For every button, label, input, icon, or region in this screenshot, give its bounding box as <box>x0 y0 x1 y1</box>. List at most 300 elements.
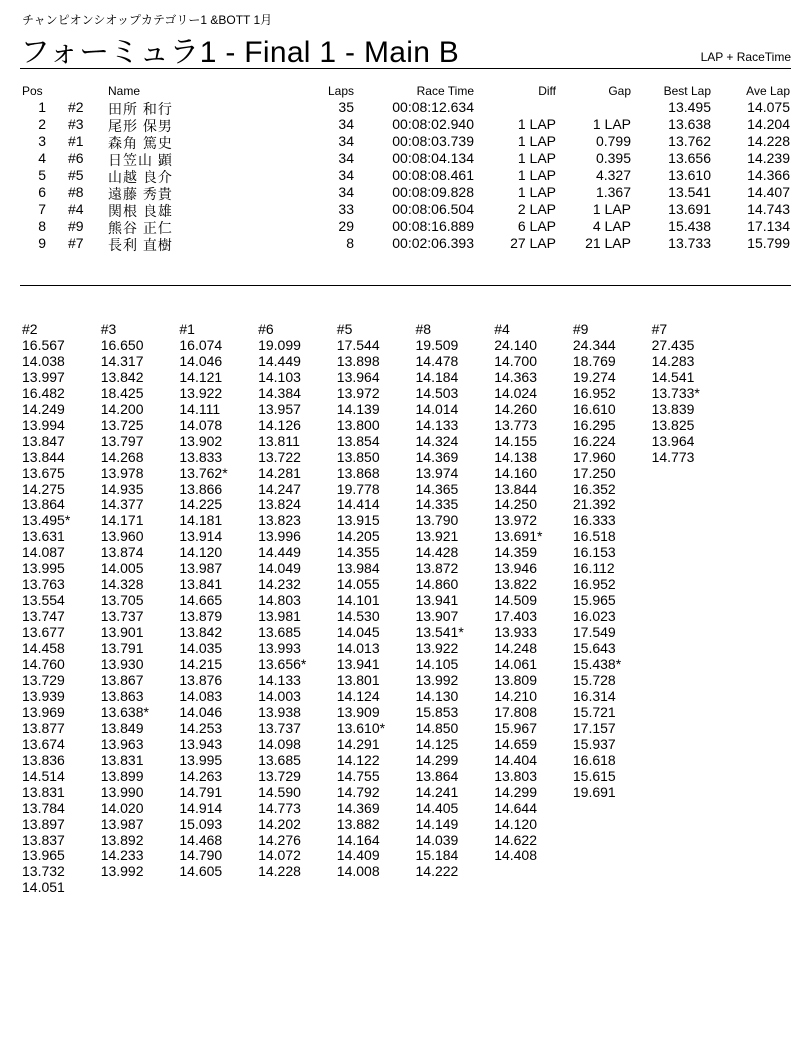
result-diff: 6 LAP <box>517 218 556 234</box>
lap-time: 17.157 <box>572 719 616 736</box>
lap-time: 19.778 <box>336 480 380 497</box>
table-row <box>22 184 792 201</box>
lap-time: 14.014 <box>415 400 459 417</box>
lap-time: 14.225 <box>179 496 223 513</box>
lap-time: 13.842 <box>100 368 144 385</box>
lap-time: 14.105 <box>415 656 459 673</box>
lap-time: 14.111 <box>179 400 221 417</box>
column-header-pos: Pos <box>22 84 43 98</box>
lap-time: 14.328 <box>100 576 144 593</box>
result-race-time: 00:08:16.889 <box>392 218 474 234</box>
lap-time: 14.665 <box>179 592 223 609</box>
lap-time: 13.897 <box>22 815 65 832</box>
lap-time: 14.120 <box>179 544 223 561</box>
lap-time: 14.405 <box>415 799 459 816</box>
result-best-lap: 13.762 <box>668 133 711 149</box>
lap-time: 14.149 <box>415 815 459 832</box>
result-laps: 34 <box>338 167 354 183</box>
lap-time: 13.854 <box>336 432 380 449</box>
lap-time: 13.677 <box>22 624 65 641</box>
lap-time: 14.013 <box>336 640 380 657</box>
result-race-time: 00:08:06.504 <box>392 201 474 217</box>
result-gap: 21 LAP <box>585 235 631 251</box>
lap-time: 14.622 <box>494 831 538 848</box>
result-race-time: 00:08:02.940 <box>392 116 474 132</box>
result-pos: 7 <box>38 201 46 217</box>
lap-time: 14.228 <box>258 863 301 880</box>
lap-time: 13.849 <box>100 719 144 736</box>
lap-time: 14.039 <box>415 831 459 848</box>
result-ave-lap: 14.228 <box>747 133 790 149</box>
lap-time: 14.133 <box>258 671 301 688</box>
result-laps: 34 <box>338 133 354 149</box>
lap-time: 15.853 <box>415 703 459 720</box>
lap-time: 14.335 <box>415 496 459 513</box>
lap-time: 14.061 <box>494 656 538 673</box>
lap-time: 13.685 <box>258 751 301 768</box>
lap-time: 14.133 <box>415 416 459 433</box>
lap-time: 15.643 <box>572 640 616 657</box>
lap-time: 14.248 <box>494 640 538 657</box>
lap-time: 13.969 <box>22 703 65 720</box>
result-driver-name: 森角 篤史 <box>108 135 173 151</box>
result-gap: 1.367 <box>595 184 631 200</box>
lap-time: 14.404 <box>494 751 538 768</box>
lap-time: 16.333 <box>572 512 616 529</box>
lap-time: 14.850 <box>415 719 459 736</box>
lap-time: 14.299 <box>415 751 459 768</box>
lap-time: 14.590 <box>258 783 301 800</box>
lap-time: 13.825 <box>651 416 695 433</box>
lap-time: 14.263 <box>179 767 223 784</box>
lap-time: 16.295 <box>572 416 616 433</box>
lap-column <box>573 322 651 801</box>
lap-column-header: #3 <box>100 321 117 337</box>
lap-time: 13.909 <box>336 703 380 720</box>
lap-time: 13.930 <box>100 656 144 673</box>
column-header-ave-lap: Ave Lap <box>746 84 790 98</box>
lap-time: 14.222 <box>415 863 459 880</box>
lap-time: 16.650 <box>100 336 144 353</box>
lap-time: 14.468 <box>179 831 223 848</box>
table-row <box>22 116 792 133</box>
lap-time: 13.841 <box>179 576 223 593</box>
lap-time: 13.922 <box>179 384 223 401</box>
result-gap: 4.327 <box>595 167 631 183</box>
lap-time: 16.567 <box>22 336 65 353</box>
lap-time: 13.974 <box>415 464 459 481</box>
lap-time: 13.997 <box>22 368 65 385</box>
lap-time: 14.046 <box>179 703 223 720</box>
lap-time: 14.181 <box>179 512 223 529</box>
lap-time: 13.729 <box>258 767 301 784</box>
result-diff: 1 LAP <box>517 150 556 166</box>
lap-time: 14.247 <box>258 480 301 497</box>
lap-time: 14.200 <box>100 400 144 417</box>
result-ave-lap: 14.366 <box>747 167 790 183</box>
lap-time: 13.872 <box>415 560 459 577</box>
lap-time: 24.344 <box>572 336 616 353</box>
lap-time: 16.610 <box>572 400 616 417</box>
result-driver-name: 遠藤 秀貴 <box>108 186 173 202</box>
lap-time: 13.773 <box>494 416 538 433</box>
lap-column <box>101 322 179 880</box>
lap-time: 15.965 <box>572 592 616 609</box>
lap-time: 14.458 <box>22 640 65 657</box>
column-header-race-time: Race Time <box>416 84 474 98</box>
lap-time: 14.644 <box>494 799 538 816</box>
result-ave-lap: 14.075 <box>747 99 790 115</box>
lap-time: 14.414 <box>336 496 380 513</box>
result-pos: 1 <box>38 99 46 115</box>
lap-time: 14.363 <box>494 368 538 385</box>
lap-column <box>22 322 100 896</box>
header-divider <box>20 68 791 69</box>
lap-time: 14.215 <box>179 656 223 673</box>
lap-time: 13.987 <box>100 815 144 832</box>
lap-time: 13.737 <box>258 719 301 736</box>
lap-time: 14.276 <box>258 831 301 848</box>
lap-time: 14.792 <box>336 783 380 800</box>
lap-time: 15.615 <box>572 767 616 784</box>
lap-time: 13.972 <box>494 512 538 529</box>
column-header-best-lap: Best Lap <box>663 84 711 98</box>
lap-time: 13.822 <box>494 576 538 593</box>
result-gap: 1 LAP <box>592 116 631 132</box>
lap-time: 14.449 <box>258 544 301 561</box>
lap-time: 14.369 <box>415 448 459 465</box>
lap-time: 17.549 <box>572 624 616 641</box>
lap-time: 14.121 <box>179 368 223 385</box>
lap-time: 13.842 <box>179 624 223 641</box>
lap-time: 13.823 <box>258 512 301 529</box>
lap-time: 14.055 <box>336 576 380 593</box>
lap-time: 13.790 <box>415 512 459 529</box>
lap-time: 14.046 <box>179 352 223 369</box>
lap-time: 14.755 <box>336 767 380 784</box>
lap-time: 13.864 <box>22 496 65 513</box>
result-driver-name: 熊谷 正仁 <box>108 220 173 236</box>
lap-time: 14.202 <box>258 815 301 832</box>
lap-time: 13.844 <box>494 480 538 497</box>
column-header-diff: Diff <box>538 84 556 98</box>
lap-time: 14.083 <box>179 687 223 704</box>
result-best-lap: 13.541 <box>668 184 711 200</box>
lap-time: 13.921 <box>415 528 459 545</box>
lap-time: 13.901 <box>100 624 144 641</box>
lap-time: 14.503 <box>415 384 459 401</box>
lap-time: 13.831 <box>22 783 65 800</box>
lap-time: 13.847 <box>22 432 65 449</box>
result-diff: 1 LAP <box>517 184 556 200</box>
lap-time: 14.078 <box>179 416 223 433</box>
lap-time: 14.249 <box>22 400 65 417</box>
table-row <box>22 167 792 184</box>
lap-time: 14.449 <box>258 352 301 369</box>
lap-time: 14.514 <box>22 767 65 784</box>
lap-time: 16.112 <box>572 560 615 577</box>
result-diff: 2 LAP <box>517 201 556 217</box>
result-laps: 34 <box>338 184 354 200</box>
lap-time: 14.659 <box>494 735 538 752</box>
lap-time: 13.964 <box>651 432 695 449</box>
result-race-time: 00:08:04.134 <box>392 150 474 166</box>
lap-time: 14.773 <box>258 799 301 816</box>
results-body <box>22 99 792 252</box>
lap-time: 13.981 <box>258 608 301 625</box>
lap-time: 15.093 <box>179 815 223 832</box>
lap-time: 14.171 <box>100 512 144 529</box>
lap-time: 13.992 <box>415 671 459 688</box>
lap-time: 13.995 <box>22 560 65 577</box>
result-pos: 3 <box>38 133 46 149</box>
lap-time: 13.784 <box>22 799 65 816</box>
lap-time: 13.797 <box>100 432 144 449</box>
lap-time: 14.914 <box>179 799 223 816</box>
table-row <box>22 235 792 252</box>
table-row <box>22 201 792 218</box>
result-gap: 0.799 <box>595 133 631 149</box>
result-driver-name: 田所 和行 <box>108 101 173 117</box>
lap-time: 14.005 <box>100 560 144 577</box>
lap-time: 14.155 <box>494 432 538 449</box>
lap-time: 14.020 <box>100 799 144 816</box>
lap-time: 14.164 <box>336 831 380 848</box>
lap-time: 13.631 <box>22 528 65 545</box>
lap-time: 13.964 <box>336 368 380 385</box>
lap-time: 18.769 <box>572 352 616 369</box>
result-laps: 29 <box>338 218 354 234</box>
lap-time: 13.996 <box>258 528 301 545</box>
event-subtitle: チャンピオンシオップカテゴリー1 &BOTT 1月 <box>22 13 273 27</box>
lap-time: 19.099 <box>258 336 301 353</box>
lap-time: 14.003 <box>258 687 301 704</box>
lap-time: 13.554 <box>22 592 65 609</box>
lap-time: 14.051 <box>22 879 65 896</box>
lap-time: 14.803 <box>258 592 301 609</box>
result-best-lap: 15.438 <box>668 218 711 234</box>
lap-time: 13.656* <box>258 656 307 673</box>
lap-time: 13.729 <box>22 671 65 688</box>
lap-time: 13.879 <box>179 608 223 625</box>
lap-time: 15.438* <box>572 656 622 673</box>
lap-time: 13.965 <box>22 847 65 864</box>
result-laps: 33 <box>338 201 354 217</box>
lap-time: 13.495* <box>22 512 71 529</box>
lap-time: 16.023 <box>572 608 616 625</box>
result-race-time: 00:08:08.461 <box>392 167 474 183</box>
column-header-gap: Gap <box>608 84 631 98</box>
lap-time: 13.867 <box>100 671 144 688</box>
lap-time: 16.952 <box>572 384 616 401</box>
lap-time: 13.995 <box>179 751 223 768</box>
table-row <box>22 133 792 150</box>
lap-time: 14.008 <box>336 863 380 880</box>
column-header-name: Name <box>108 84 141 98</box>
lap-time: 13.972 <box>336 384 380 401</box>
lap-time: 14.268 <box>100 448 144 465</box>
lap-time: 13.675 <box>22 464 65 481</box>
lap-time: 13.863 <box>100 687 144 704</box>
lap-time: 18.425 <box>100 384 144 401</box>
result-ave-lap: 14.407 <box>747 184 790 200</box>
result-best-lap: 13.495 <box>668 99 711 115</box>
lap-time: 13.705 <box>100 592 144 609</box>
lap-time: 13.933 <box>494 624 538 641</box>
result-ave-lap: 17.134 <box>747 218 790 234</box>
result-ave-lap: 14.204 <box>747 116 790 132</box>
lap-column-header: #8 <box>415 321 432 337</box>
lap-column-header: #6 <box>258 321 274 337</box>
lap-time: 14.408 <box>494 847 538 864</box>
lap-time: 13.747 <box>22 608 65 625</box>
lap-time: 14.935 <box>100 480 144 497</box>
lap-time: 13.876 <box>179 671 223 688</box>
lap-time: 13.866 <box>179 480 223 497</box>
result-laps: 34 <box>338 150 354 166</box>
lap-time: 13.943 <box>179 735 223 752</box>
lap-column <box>416 322 494 880</box>
result-gap: 1 LAP <box>592 201 631 217</box>
lap-time: 14.125 <box>415 735 459 752</box>
lap-time: 13.762* <box>179 464 228 481</box>
lap-time: 15.728 <box>572 671 616 688</box>
results-table <box>22 84 792 252</box>
lap-time: 14.241 <box>415 783 459 800</box>
result-driver-name: 日笠山 顕 <box>108 152 173 168</box>
lap-time: 14.773 <box>651 448 695 465</box>
lap-time: 16.224 <box>572 432 616 449</box>
result-best-lap: 13.691 <box>668 201 711 217</box>
lap-time: 13.992 <box>100 863 144 880</box>
result-race-time: 00:08:03.739 <box>392 133 474 149</box>
lap-time: 13.984 <box>336 560 380 577</box>
table-row <box>22 99 792 116</box>
lap-column <box>179 322 257 880</box>
lap-time: 15.937 <box>572 735 616 752</box>
lap-time: 14.384 <box>258 384 301 401</box>
lap-time: 14.139 <box>336 400 380 417</box>
lap-time: 14.103 <box>258 368 301 385</box>
result-pos: 5 <box>38 167 46 183</box>
lap-time: 13.725 <box>100 416 144 433</box>
lap-time: 13.811 <box>258 432 300 449</box>
lap-time: 13.685 <box>258 624 301 641</box>
lap-time: 14.275 <box>22 480 65 497</box>
lap-time: 13.837 <box>22 831 65 848</box>
lap-time: 13.941 <box>336 656 380 673</box>
lap-time: 13.824 <box>258 496 301 513</box>
lap-time: 13.844 <box>22 448 65 465</box>
lap-time: 13.874 <box>100 544 144 561</box>
lap-time: 13.946 <box>494 560 538 577</box>
lap-time: 16.952 <box>572 576 616 593</box>
lap-time: 13.882 <box>336 815 380 832</box>
result-car-number: #8 <box>68 184 84 200</box>
lap-time: 14.509 <box>494 592 538 609</box>
lap-time: 14.072 <box>258 847 301 864</box>
lap-time: 17.544 <box>336 336 380 353</box>
lap-time: 13.732 <box>22 863 65 880</box>
lap-time: 14.791 <box>179 783 223 800</box>
result-gap: 4 LAP <box>592 218 631 234</box>
lap-time: 13.907 <box>415 608 459 625</box>
result-best-lap: 13.610 <box>668 167 711 183</box>
lap-time: 14.232 <box>258 576 301 593</box>
lap-time: 13.831 <box>100 751 144 768</box>
lap-time: 17.250 <box>572 464 616 481</box>
table-row <box>22 218 792 235</box>
lap-time: 14.369 <box>336 799 380 816</box>
lap-time: 13.809 <box>494 671 538 688</box>
lap-time: 13.941 <box>415 592 459 609</box>
lap-time: 14.317 <box>100 352 144 369</box>
result-diff: 27 LAP <box>510 235 556 251</box>
lap-time: 14.087 <box>22 544 65 561</box>
result-best-lap: 13.656 <box>668 150 711 166</box>
lap-time: 14.138 <box>494 448 538 465</box>
result-diff: 1 LAP <box>517 116 556 132</box>
lap-time: 14.101 <box>336 592 380 609</box>
lap-time: 14.122 <box>336 751 380 768</box>
lap-time: 14.530 <box>336 608 380 625</box>
lap-time: 14.428 <box>415 544 459 561</box>
lap-time: 13.763 <box>22 576 65 593</box>
lap-time: 13.868 <box>336 464 380 481</box>
lap-time: 14.205 <box>336 528 380 545</box>
lap-time: 13.877 <box>22 719 65 736</box>
lap-time: 13.957 <box>258 400 301 417</box>
lap-time: 17.403 <box>494 608 538 625</box>
lap-time: 24.140 <box>494 336 538 353</box>
result-gap: 0.395 <box>595 150 631 166</box>
lap-time: 14.700 <box>494 352 538 369</box>
result-race-time: 00:08:12.634 <box>392 99 474 115</box>
lap-time: 14.049 <box>258 560 301 577</box>
lap-time: 13.800 <box>336 416 380 433</box>
lap-time: 13.914 <box>179 528 223 545</box>
lap-time: 16.314 <box>572 687 616 704</box>
result-ave-lap: 14.743 <box>747 201 790 217</box>
lap-time: 13.994 <box>22 416 65 433</box>
lap-time: 16.074 <box>179 336 223 353</box>
lap-time: 14.045 <box>336 624 380 641</box>
result-pos: 4 <box>38 150 46 166</box>
lap-column-header: #7 <box>651 321 668 337</box>
lap-time: 14.478 <box>415 352 459 369</box>
result-pos: 2 <box>38 116 46 132</box>
lap-time: 14.260 <box>494 400 538 417</box>
result-car-number: #5 <box>68 167 84 183</box>
result-race-time: 00:02:06.393 <box>392 235 474 251</box>
lap-time: 14.184 <box>415 368 459 385</box>
section-divider <box>20 285 791 286</box>
lap-time: 13.674 <box>22 735 65 752</box>
table-row <box>22 150 792 167</box>
lap-time: 14.038 <box>22 352 65 369</box>
lap-time: 14.790 <box>179 847 223 864</box>
result-pos: 6 <box>38 184 46 200</box>
lap-time: 13.836 <box>22 751 65 768</box>
lap-time: 14.359 <box>494 544 538 561</box>
report-mode-label: LAP + RaceTime <box>700 50 791 64</box>
lap-time: 14.210 <box>494 687 538 704</box>
lap-time: 14.299 <box>494 783 538 800</box>
lap-time: 13.737 <box>100 608 144 625</box>
result-car-number: #4 <box>68 201 84 217</box>
lap-time: 13.990 <box>100 783 144 800</box>
result-car-number: #2 <box>68 99 84 115</box>
